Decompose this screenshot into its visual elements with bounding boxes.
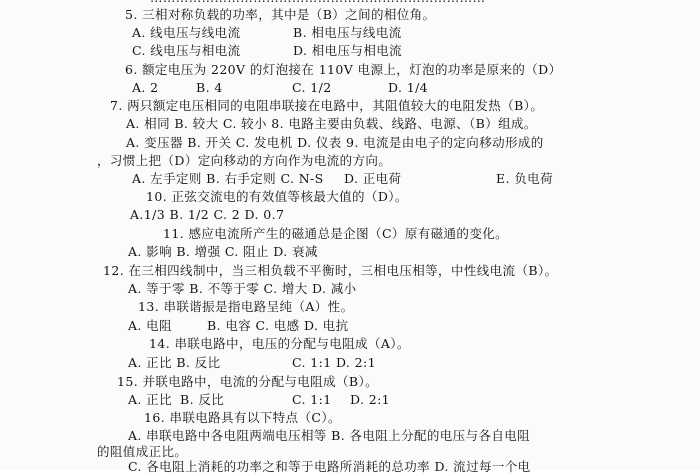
- q13-options-bcd: B. 电容 C. 电感 D. 电抗: [207, 318, 349, 333]
- q16-option-cd-partial: C. 各电阻上消耗的功率之和等于电路所消耗的总功率 D. 流过每一个电: [128, 459, 531, 474]
- q12-options: A. 等于零 B. 不等于零 C. 增大 D. 减小: [128, 281, 357, 296]
- question-6: 6. 额定电压为 220V 的灯泡接在 110V 电源上，灯泡的功率是原来的（D）: [125, 62, 562, 77]
- q8-options-q9: A. 变压器 B. 开关 C. 发电机 D. 仪表 9. 电流是由电子的定向移动形成的: [126, 135, 544, 150]
- question-10: 10. 正弦交流电的有效值等核最大值的（D）。: [146, 189, 408, 204]
- question-14: 14. 串联电路中，电压的分配与电阻成（A）。: [149, 336, 410, 351]
- q14-options-cd: C. 1:1 D. 2:1: [292, 355, 376, 370]
- q15-option-b: B. 反比: [180, 392, 225, 407]
- q9-option-d: D. 正电荷: [344, 171, 402, 186]
- q11-options: A. 影响 B. 增强 C. 阻止 D. 衰减: [128, 244, 318, 259]
- question-5: 5. 三相对称负载的功率，其中是（B）之间的相位角。: [125, 7, 436, 22]
- q14-options-ab: A. 正比 B. 反比: [128, 355, 221, 370]
- question-13: 13. 串联谐振是指电路呈纯（A）性。: [138, 299, 354, 314]
- question-16: 16. 串联电路具有以下特点（C）。: [144, 410, 341, 425]
- q10-options: A.1/3 B. 1/2 C. 2 D. 0.7: [130, 207, 285, 222]
- q9-option-abc: A. 左手定则 B. 右手定则 C. N-S: [132, 171, 324, 186]
- q6-option-b: B. 4: [196, 80, 223, 95]
- q5-option-c: C. 线电压与相电流: [132, 43, 241, 58]
- q5-option-d: D. 相电压与相电流: [293, 43, 403, 58]
- q15-option-c: C. 1:1: [292, 392, 332, 407]
- q16-option-b-cont: 的阻值成正比。: [97, 444, 188, 459]
- q5-option-a: A. 线电压与线电流: [132, 25, 241, 40]
- q13-option-a: A. 电阻: [128, 318, 172, 333]
- question-12: 12. 在三相四线制中，当三相负载不平衡时，三相电压相等，中性线电流（B）。: [103, 263, 558, 278]
- q5-option-b: B. 相电压与线电流: [293, 25, 402, 40]
- q6-option-c: C. 1/2: [292, 80, 332, 95]
- question-15: 15. 并联电路中，电流的分配与电阻成（B）。: [117, 374, 378, 389]
- q6-option-d: D. 1/4: [388, 80, 429, 95]
- q6-option-a: A. 2: [132, 80, 159, 95]
- q9-option-e: E. 负电荷: [496, 171, 553, 186]
- q7-options-q8: A. 相同 B. 较大 C. 较小 8. 电路主要由负载、线路、电源、（B）组成。: [126, 116, 537, 131]
- q16-option-ab: A. 串联电路中各电阻两端电压相等 B. 各电阻上分配的电压与各自电阻: [128, 428, 531, 443]
- question-9-cont: ，习惯上把（D）定向移动的方向作为电流的方向。: [97, 153, 392, 168]
- q15-option-d: D. 2:1: [350, 392, 391, 407]
- question-11: 11. 感应电流所产生的磁通总是企图（C）原有磁通的变化。: [163, 226, 509, 241]
- q15-option-a: A. 正比: [128, 392, 172, 407]
- question-7: 7. 两只额定电压相同的电阻串联接在电路中，其阻值较大的电阻发热（B）。: [110, 98, 544, 113]
